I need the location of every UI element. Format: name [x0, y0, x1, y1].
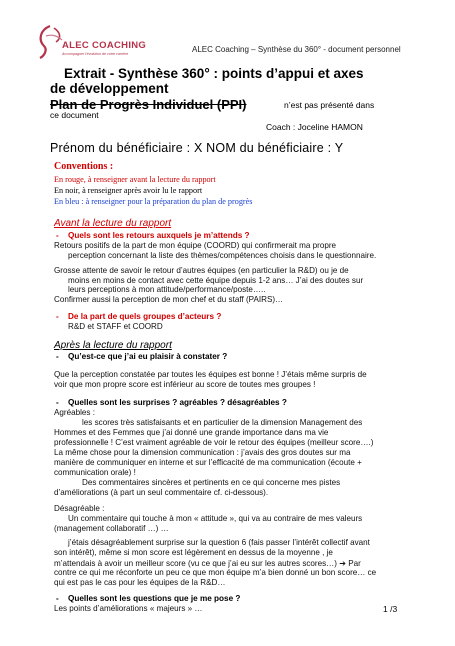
beneficiary-line: Prénom du bénéficiaire : X NOM du bénéficiaire : Y: [50, 141, 344, 155]
paragraph-line: Un commentaire qui touche à mon « attitude », qui va au contraire de mes valeurs: [68, 514, 363, 523]
convention-red: En rouge, à renseigner avant la lecture du rapport: [54, 175, 216, 184]
answer-actor-groups: R&D et STAFF et COORD: [68, 322, 163, 331]
paragraph-line: Des commentaires sincères et pertinents en ce qui concerne mes pistes: [82, 478, 341, 487]
convention-black: En noir, à renseigner après avoir lu le rapport: [54, 186, 203, 195]
page-title-line1: Extrait - Synthèse 360° : points d’appui et axes: [64, 66, 364, 81]
paragraph-line: qui est pas le cas pour les équipes de la R&D…: [54, 578, 226, 587]
paragraph-line: son intérêt), même si mon score est légèrement en dessus de la moyenne , je: [54, 548, 333, 557]
paragraph-line: contre ce qui me réconforte un peu ce que mon équipe m’a bien donné un bon score… ce: [54, 568, 377, 577]
conventions-title: Conventions :: [54, 161, 114, 172]
bullet-dash: -: [56, 312, 59, 321]
bullet-dash: -: [56, 352, 59, 361]
question-surprises: Quelles sont les surprises ? agréables ? désagréables ?: [68, 398, 287, 407]
paragraph-line: les scores très satisfaisants et en particulier de la dimension Management des: [82, 418, 363, 427]
coach-name: Coach : Joceline HAMON: [266, 122, 363, 132]
logo-tagline: Accompagner l'évolution de votre carrière: [62, 52, 129, 56]
question-my-questions: Quelles sont les questions que je me pose ?: [68, 594, 241, 603]
bullet-dash: -: [56, 594, 59, 603]
paragraph-line: Hommes et des Femmes que j’ai donné une grande importance dans ma vie: [54, 428, 329, 437]
ppi-struck-title: Plan de Progrès Individuel (PPI): [50, 97, 247, 112]
paragraph-line: La même chose pour la dimension communication : j’avais des gros doutes sur ma: [54, 448, 351, 457]
label-desagreable: Désagréable :: [54, 504, 105, 513]
paragraph-line: (management collaboratif …) …: [54, 524, 169, 533]
paragraph-line: leurs perceptions à mon attitude/performance/poste…..: [68, 285, 266, 294]
paragraph-line: Grosse attente de savoir le retour d’autres équipes (en particulier la R&D) ou je de: [54, 266, 349, 275]
doc-header-title: ALEC Coaching – Synthèse du 360° - document personnel: [192, 45, 401, 54]
paragraph-line: moins en moins de contact avec cette équipe depuis 1-2 ans… J’ai des doutes sur: [68, 276, 364, 285]
logo-text: ALEC COACHING: [62, 40, 147, 51]
question-expected-feedback: Quels sont les retours auxquels je m’attends ?: [68, 231, 250, 240]
paragraph-line: m’attendais à avoir un meilleur score (vu ce que j’ai eu sur les autres scores…) ➔ Par: [54, 559, 361, 568]
page-number: 1 /3: [383, 604, 398, 614]
bullet-dash: -: [56, 231, 59, 240]
paragraph-line: Que la perception constatée par toutes les équipes est bonne ! J’étais même surpris de: [54, 370, 367, 379]
ppi-note-continued: ce document: [50, 110, 99, 120]
convention-blue: En bleu : à renseigner pour la préparation du plan de progrès: [54, 197, 253, 206]
section-after-title: Après la lecture du rapport: [54, 340, 172, 351]
ppi-note: n’est pas présenté dans: [284, 100, 375, 110]
bullet-dash: -: [56, 398, 59, 407]
answer-my-questions: Les points d’améliorations « majeurs » …: [54, 604, 203, 613]
paragraph-line: perception concernant la liste des thèmes/compétences choisis dans le questionnaire.: [68, 251, 377, 260]
question-pleasure: Qu’est-ce que j’ai eu plaisir à constater ?: [68, 352, 228, 361]
question-actor-groups: De la part de quels groupes d’acteurs ?: [68, 312, 222, 321]
paragraph-line: d’améliorations (à part un seul commentaire cf. ci-dessous).: [54, 488, 269, 497]
paragraph-line: Confirmer aussi la perception de mon chef et du staff (PAIRS)…: [54, 295, 284, 304]
section-before-title: Avant la lecture du rapport: [54, 218, 172, 229]
paragraph-line: manière de communiquer en interne et sur l’efficacité de ma communication (écoute +: [54, 458, 362, 467]
paragraph-line: voir que mon propre score est inférieur au score de toutes mes groupes !: [54, 380, 316, 389]
paragraph-line: Retours positifs de la part de mon équipe (COORD) qui confirmerait ma propre: [54, 241, 337, 250]
paragraph-line: j’étais désagréablement surprise sur la question 6 (fais passer l’intérêt collectif avant: [68, 538, 370, 547]
paragraph-line: communication orale) !: [54, 468, 136, 477]
label-agreables: Agréables :: [54, 408, 95, 417]
page-title-line2: de développement: [50, 81, 169, 96]
paragraph-line: professionnelle ! C’est vraiment agréable de voir le retour des équipes (meilleur score….): [54, 438, 374, 447]
